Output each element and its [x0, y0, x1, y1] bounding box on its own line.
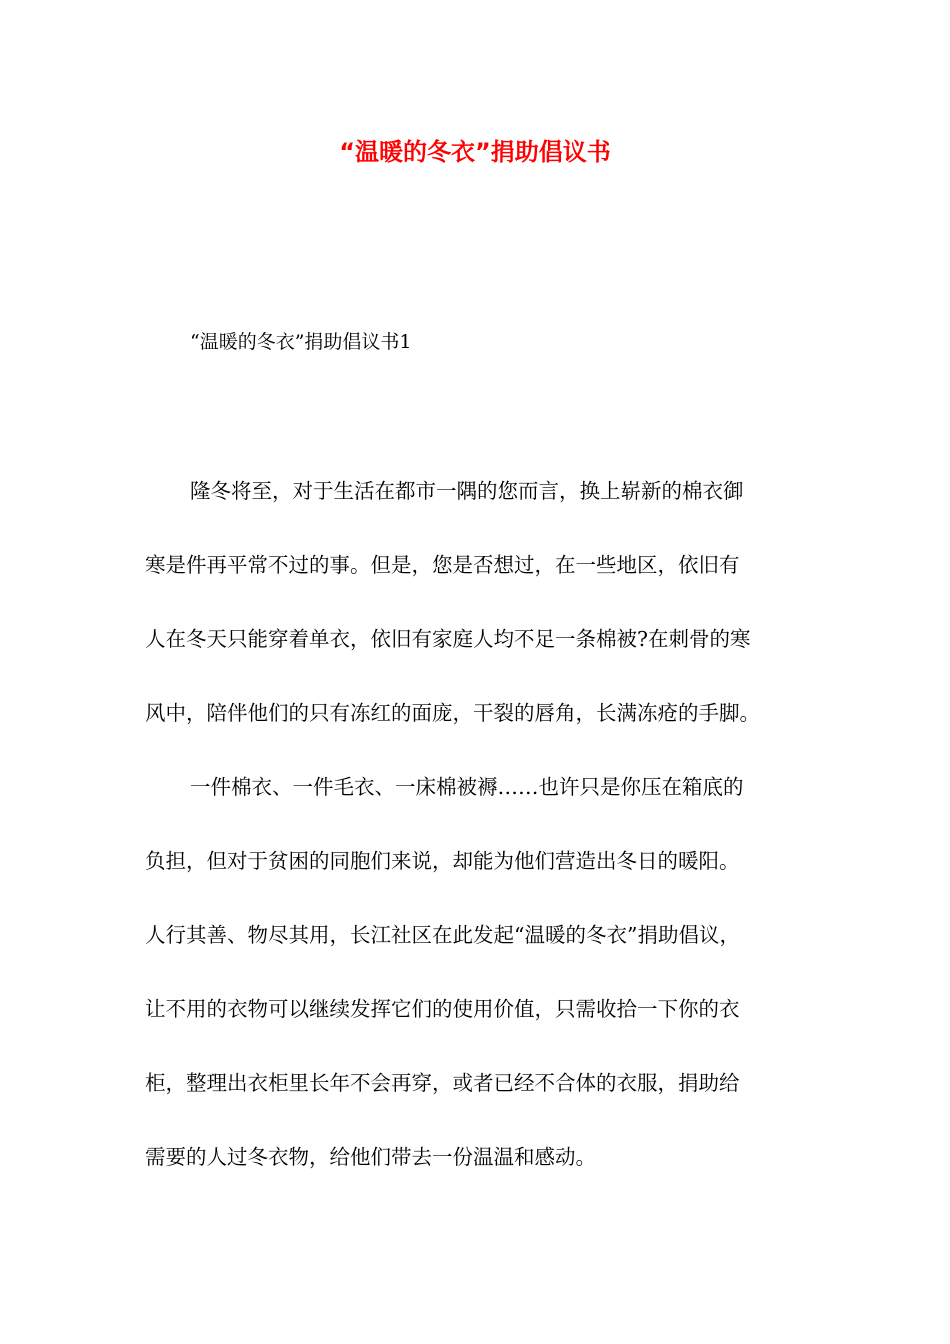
paragraph-2-line-1: 一件棉衣、一件毛衣、一床棉被褥……也许只是你压在箱底的 — [190, 775, 744, 799]
paragraph-1-line-4: 风中，陪伴他们的只有冻红的面庞，干裂的唇角，长满冻疮的手脚。 — [145, 701, 760, 725]
paragraph-1-line-3: 人在冬天只能穿着单衣，依旧有家庭人均不足一条棉被?在刺骨的寒 — [145, 627, 751, 651]
paragraph-2-line-2: 负担，但对于贫困的同胞们来说，却能为他们营造出冬日的暖阳。 — [145, 849, 740, 873]
paragraph-2-line-6: 需要的人过冬衣物，给他们带去一份温温和感动。 — [145, 1145, 596, 1169]
paragraph-1-line-2: 寒是件再平常不过的事。但是，您是否想过，在一些地区，依旧有 — [145, 553, 740, 577]
paragraph-2-line-4: 让不用的衣物可以继续发挥它们的使用价值，只需收拾一下你的衣 — [145, 997, 740, 1021]
document-body — [145, 471, 825, 1211]
paragraph-1-line-1: 隆冬将至，对于生活在都市一隅的您而言，换上崭新的棉衣御 — [190, 479, 744, 503]
paragraph-2-line-5: 柜，整理出衣柜里长年不会再穿，或者已经不合体的衣服，捐助给 — [145, 1071, 740, 1095]
document-title: “温暖的冬衣”捐助倡议书 — [339, 138, 611, 166]
document-subtitle: “温暖的冬衣”捐助倡议书1 — [190, 331, 412, 353]
paragraph-2-line-3: 人行其善、物尽其用，长江社区在此发起“温暖的冬衣”捐助倡议， — [145, 923, 740, 947]
